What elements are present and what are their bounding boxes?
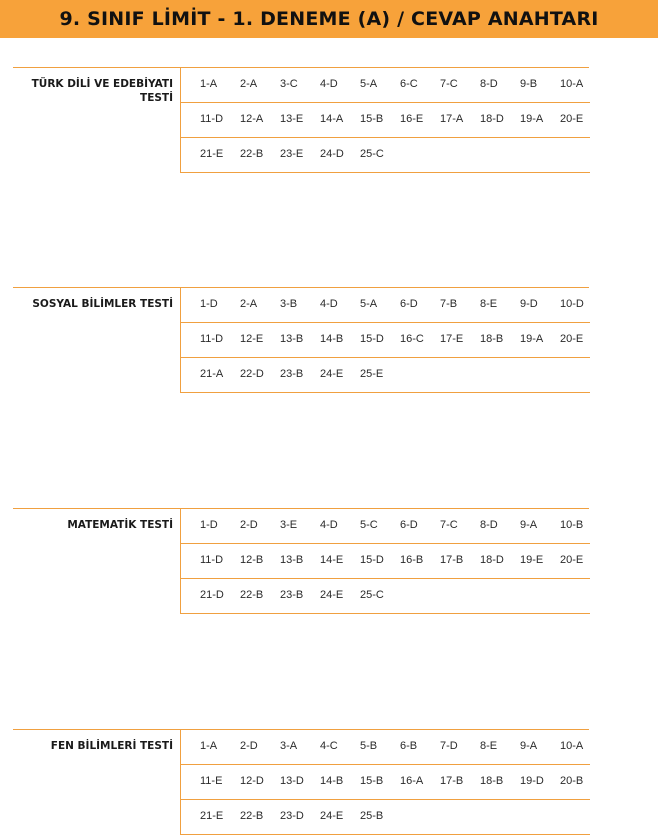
answer-cell: 1-A	[200, 740, 218, 752]
answer-cell: 18-D	[480, 554, 504, 566]
answer-cell: 3-E	[280, 519, 298, 531]
answer-cell: 5-A	[360, 298, 378, 310]
answer-cell: 4-D	[320, 519, 338, 531]
answer-row	[181, 578, 590, 614]
answer-cell: 17-A	[440, 113, 464, 125]
answer-cell: 2-D	[240, 519, 258, 531]
answer-cell: 23-B	[280, 368, 304, 380]
answer-cell: 24-E	[320, 368, 344, 380]
answer-cell: 25-E	[360, 368, 384, 380]
answer-cell: 24-E	[320, 810, 344, 822]
answer-cell: 21-E	[200, 148, 224, 160]
answer-cell: 22-B	[240, 589, 264, 601]
test-section	[0, 287, 658, 393]
answer-cell: 3-B	[280, 298, 298, 310]
answer-cell: 1-D	[200, 519, 218, 531]
answer-cell: 16-A	[400, 775, 424, 787]
section-label-line: TESTİ	[140, 92, 173, 104]
answer-grid	[180, 729, 590, 835]
answer-row	[181, 102, 590, 138]
answer-row	[181, 799, 590, 835]
answer-grid	[180, 508, 590, 614]
answer-cell: 15-B	[360, 775, 384, 787]
answer-cell: 4-D	[320, 298, 338, 310]
answer-cell: 15-B	[360, 113, 384, 125]
answer-row	[181, 287, 590, 323]
test-section	[0, 508, 658, 614]
answer-cell: 16-B	[400, 554, 424, 566]
answer-cell: 16-C	[400, 333, 424, 345]
answer-cell: 25-C	[360, 589, 384, 601]
answer-cell: 7-B	[440, 298, 458, 310]
answer-cell: 4-C	[320, 740, 338, 752]
section-label	[13, 518, 173, 532]
test-section	[0, 67, 658, 173]
answer-cell: 10-A	[560, 78, 584, 90]
section-label-line: TÜRK DİLİ VE EDEBİYATI	[31, 78, 173, 90]
answer-cell: 23-D	[280, 810, 304, 822]
answer-cell: 10-B	[560, 519, 584, 531]
test-section	[0, 729, 658, 835]
answer-cell: 19-E	[520, 554, 544, 566]
answer-grid	[180, 287, 590, 393]
answer-cell: 18-D	[480, 113, 504, 125]
answer-cell: 19-A	[520, 333, 544, 345]
answer-cell: 15-D	[360, 554, 384, 566]
answer-cell: 5-A	[360, 78, 378, 90]
answer-row	[181, 508, 590, 544]
answer-cell: 13-D	[280, 775, 304, 787]
answer-cell: 24-D	[320, 148, 344, 160]
answer-cell: 1-A	[200, 78, 218, 90]
answer-cell: 6-B	[400, 740, 418, 752]
answer-cell: 9-A	[520, 519, 538, 531]
answer-cell: 7-C	[440, 519, 458, 531]
answer-cell: 14-A	[320, 113, 344, 125]
answer-cell: 15-D	[360, 333, 384, 345]
section-label-line: SOSYAL BİLİMLER TESTİ	[32, 298, 173, 310]
answer-cell: 21-D	[200, 589, 224, 601]
answer-cell: 17-E	[440, 333, 464, 345]
answer-cell: 12-A	[240, 113, 264, 125]
answer-cell: 5-B	[360, 740, 378, 752]
answer-cell: 8-D	[480, 78, 498, 90]
answer-cell: 20-B	[560, 775, 584, 787]
page-title: 9. SINIF LİMİT - 1. DENEME (A) / CEVAP ANAHTARI	[59, 8, 599, 30]
answer-cell: 24-E	[320, 589, 344, 601]
answer-cell: 20-E	[560, 554, 584, 566]
answer-cell: 3-A	[280, 740, 298, 752]
section-label	[13, 77, 173, 105]
answer-cell: 12-B	[240, 554, 264, 566]
answer-cell: 8-E	[480, 740, 498, 752]
section-label	[13, 297, 173, 311]
answer-cell: 9-D	[520, 298, 538, 310]
answer-cell: 25-C	[360, 148, 384, 160]
answer-cell: 25-B	[360, 810, 384, 822]
answer-cell: 12-E	[240, 333, 264, 345]
answer-cell: 2-A	[240, 78, 258, 90]
answer-row	[181, 543, 590, 579]
answer-cell: 22-D	[240, 368, 264, 380]
section-label	[13, 739, 173, 753]
section-label-line: FEN BİLİMLERİ TESTİ	[50, 740, 173, 752]
answer-cell: 8-E	[480, 298, 498, 310]
answer-cell: 13-B	[280, 554, 304, 566]
answer-cell: 23-E	[280, 148, 304, 160]
answer-cell: 6-D	[400, 519, 418, 531]
answer-cell: 7-C	[440, 78, 458, 90]
answer-row	[181, 764, 590, 800]
answer-cell: 14-B	[320, 333, 344, 345]
answer-cell: 6-C	[400, 78, 418, 90]
answer-cell: 11-D	[200, 333, 224, 345]
answer-cell: 10-A	[560, 740, 584, 752]
answer-grid	[180, 67, 590, 173]
answer-cell: 11-E	[200, 775, 223, 787]
answer-cell: 3-C	[280, 78, 298, 90]
answer-cell: 2-A	[240, 298, 258, 310]
answer-cell: 1-D	[200, 298, 218, 310]
answer-cell: 17-B	[440, 775, 464, 787]
answer-cell: 9-B	[520, 78, 538, 90]
answer-cell: 7-D	[440, 740, 458, 752]
answer-cell: 5-C	[360, 519, 378, 531]
answer-cell: 13-B	[280, 333, 304, 345]
answer-row	[181, 729, 590, 765]
answer-cell: 18-B	[480, 333, 504, 345]
answer-cell: 22-B	[240, 810, 264, 822]
answer-cell: 22-B	[240, 148, 264, 160]
answer-cell: 2-D	[240, 740, 258, 752]
answer-row	[181, 322, 590, 358]
answer-cell: 20-E	[560, 113, 584, 125]
answer-cell: 21-E	[200, 810, 224, 822]
answer-cell: 19-A	[520, 113, 544, 125]
answer-cell: 20-E	[560, 333, 584, 345]
answer-row	[181, 137, 590, 173]
answer-cell: 14-B	[320, 775, 344, 787]
answer-cell: 6-D	[400, 298, 418, 310]
answer-cell: 8-D	[480, 519, 498, 531]
answer-cell: 21-A	[200, 368, 224, 380]
answer-row	[181, 67, 590, 103]
answer-cell: 16-E	[400, 113, 424, 125]
answer-cell: 12-D	[240, 775, 264, 787]
section-label-line: MATEMATİK TESTİ	[67, 519, 173, 531]
answer-cell: 14-E	[320, 554, 344, 566]
title-banner	[0, 0, 658, 38]
answer-cell: 18-B	[480, 775, 504, 787]
answer-cell: 10-D	[560, 298, 584, 310]
answer-cell: 11-D	[200, 113, 224, 125]
answer-cell: 19-D	[520, 775, 544, 787]
answer-cell: 17-B	[440, 554, 464, 566]
answer-cell: 23-B	[280, 589, 304, 601]
answer-cell: 4-D	[320, 78, 338, 90]
answer-row	[181, 357, 590, 393]
answer-cell: 11-D	[200, 554, 224, 566]
answer-cell: 13-E	[280, 113, 304, 125]
answer-cell: 9-A	[520, 740, 538, 752]
